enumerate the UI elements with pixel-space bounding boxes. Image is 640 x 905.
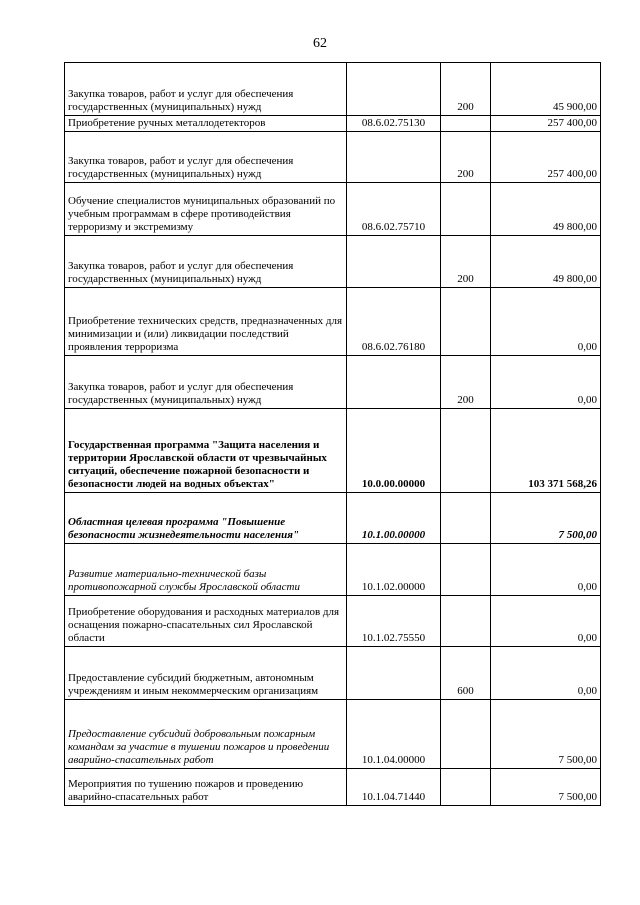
row-amount: 7 500,00 <box>491 769 601 806</box>
row-type <box>441 493 491 544</box>
table-row <box>65 63 601 116</box>
row-type: 200 <box>441 356 491 409</box>
row-type <box>441 769 491 806</box>
row-code: 10.1.04.71440 <box>347 769 441 806</box>
row-amount: 0,00 <box>491 544 601 596</box>
row-type: 200 <box>441 63 491 116</box>
table-row <box>65 132 601 183</box>
row-amount: 45 900,00 <box>491 63 601 116</box>
table-row <box>65 493 601 544</box>
row-amount: 7 500,00 <box>491 700 601 769</box>
table-row <box>65 544 601 596</box>
row-type <box>441 544 491 596</box>
row-type <box>441 409 491 493</box>
budget-table <box>64 62 601 806</box>
row-type <box>441 700 491 769</box>
row-name: Приобретение технических средств, предназначенных для минимизации и (или) ликвидации последствий проявления терроризма <box>65 288 347 356</box>
row-name: Предоставление субсидий бюджетным, автономным учреждениям и иным некоммерческим организациям <box>65 647 347 700</box>
row-name: Развитие материально-технической базы противопожарной службы Ярославской области <box>65 544 347 596</box>
row-code <box>347 132 441 183</box>
row-type: 200 <box>441 236 491 288</box>
table-row <box>65 288 601 356</box>
row-code <box>347 647 441 700</box>
row-type: 600 <box>441 647 491 700</box>
row-type <box>441 288 491 356</box>
table-row <box>65 647 601 700</box>
row-name: Закупка товаров, работ и услуг для обеспечения государственных (муниципальных) нужд <box>65 63 347 116</box>
row-amount: 0,00 <box>491 356 601 409</box>
row-amount: 0,00 <box>491 288 601 356</box>
row-amount: 0,00 <box>491 647 601 700</box>
table-row <box>65 409 601 493</box>
page-number: 62 <box>313 36 327 51</box>
row-code: 10.1.04.00000 <box>347 700 441 769</box>
row-code <box>347 236 441 288</box>
row-name: Предоставление субсидий добровольным пожарным командам за участие в тушении пожаров и проведении аварийно-спасательных работ <box>65 700 347 769</box>
row-code: 10.1.00.00000 <box>347 493 441 544</box>
row-name: Приобретение ручных металлодетекторов <box>65 116 347 132</box>
row-name: Закупка товаров, работ и услуг для обеспечения государственных (муниципальных) нужд <box>65 236 347 288</box>
row-amount: 49 800,00 <box>491 236 601 288</box>
row-type <box>441 116 491 132</box>
row-code: 10.1.02.00000 <box>347 544 441 596</box>
row-code: 08.6.02.76180 <box>347 288 441 356</box>
row-code: 10.0.00.00000 <box>347 409 441 493</box>
row-amount: 49 800,00 <box>491 183 601 236</box>
table-row <box>65 356 601 409</box>
table-row <box>65 700 601 769</box>
row-amount: 103 371 568,26 <box>491 409 601 493</box>
row-amount: 7 500,00 <box>491 493 601 544</box>
row-type <box>441 183 491 236</box>
row-name: Мероприятия по тушению пожаров и проведению аварийно-спасательных работ <box>65 769 347 806</box>
row-name: Приобретение оборудования и расходных материалов для оснащения пожарно-спасательных сил Ярославской области <box>65 596 347 647</box>
row-amount: 257 400,00 <box>491 116 601 132</box>
row-code: 08.6.02.75710 <box>347 183 441 236</box>
table-row <box>65 183 601 236</box>
table-row <box>65 116 601 132</box>
row-code: 10.1.02.75550 <box>347 596 441 647</box>
row-code: 08.6.02.75130 <box>347 116 441 132</box>
row-name: Закупка товаров, работ и услуг для обеспечения государственных (муниципальных) нужд <box>65 132 347 183</box>
row-amount: 257 400,00 <box>491 132 601 183</box>
row-name: Закупка товаров, работ и услуг для обеспечения государственных (муниципальных) нужд <box>65 356 347 409</box>
row-type <box>441 596 491 647</box>
table-row <box>65 596 601 647</box>
row-name: Государственная программа "Защита населения и территории Ярославской области от чрезвычайных ситуаций, обеспечение пожарной безопасности и безопасности людей на водных объектах" <box>65 409 347 493</box>
row-amount: 0,00 <box>491 596 601 647</box>
table-row <box>65 236 601 288</box>
row-name: Областная целевая программа "Повышение безопасности жизнедеятельности населения" <box>65 493 347 544</box>
row-code <box>347 356 441 409</box>
table-row <box>65 769 601 806</box>
row-code <box>347 63 441 116</box>
row-name: Обучение специалистов муниципальных образований по учебным программам в сфере противодействия терроризму и экстремизму <box>65 183 347 236</box>
row-type: 200 <box>441 132 491 183</box>
